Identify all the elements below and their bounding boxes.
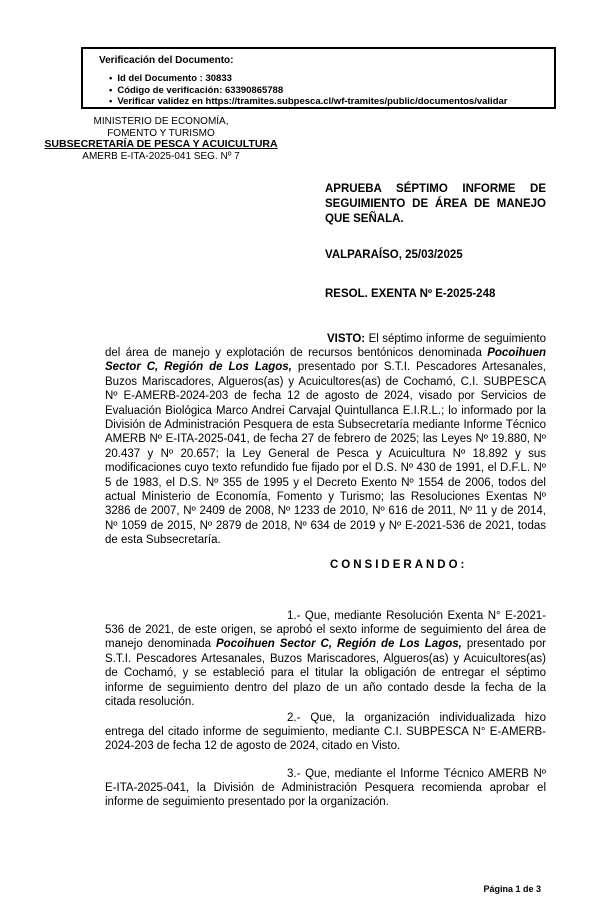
page-number: Página 1 de 3 bbox=[483, 884, 541, 894]
subsecretaria-title: SUBSECRETARÍA DE PESCA Y ACUICULTURA bbox=[44, 138, 278, 150]
amerb-reference: AMERB E-ITA-2025-041 SEG. Nº 7 bbox=[82, 150, 240, 162]
resolution-number: RESOL. EXENTA Nº E-2025-248 bbox=[325, 288, 496, 300]
place-and-date: VALPARAÍSO, 25/03/2025 bbox=[325, 249, 463, 261]
ministry-line1: MINISTERIO DE ECONOMÍA, bbox=[93, 116, 229, 127]
verification-title: Verificación del Documento: bbox=[99, 55, 234, 66]
verification-item-url: • Verificar validez en https://tramites.subpesca.cl/wf-tramites/public/documentos/validar bbox=[109, 96, 548, 108]
verification-list bbox=[109, 73, 548, 108]
resolution-subject: APRUEBA SÉPTIMO INFORME DE SEGUIMIENTO DE ÁREA DE MANEJO QUE SEÑALA. bbox=[325, 183, 546, 225]
ministry-line2: FOMENTO Y TURISMO bbox=[107, 127, 215, 139]
visto-paragraph: VISTO: El séptimo informe de seguimiento del área de manejo y explotación de recursos bentónicos denominada Pocoihuen Sector C, Región de Los Lagos, presentado por S.T.I. Pescadores Artesanales, Buzos Mariscadores, Algueros(as) y Acuicultores(as) de Cochamó, C.I. SUBPESCA Nº E-AMERB-2024-203 de fecha 12 de agosto de 2024, visado por Servicios de Evaluación Biológica Marco Andrei Carvajal Quintullanca E.I.R.L.; lo informado por la División de Administración Pesquera de esta Subsecretaría mediante Informe Técnico AMERB Nº E-ITA-2025-041, de fecha 27 de febrero de 2025; las Leyes Nº 19.880, Nº 20.437 y Nº 20.657; la Ley General de Pesca y Acuicultura Nº 18.892 y sus modificaciones cuyo texto refundido fue fijado por el D.S. Nº 430 de 1991, el D.F.L. Nº 5 de 1983, el D.S. Nº 355 de 1995 y el Decreto Exento Nº 1554 de 2006, todos del actual Ministerio de Economía, Fomento y Turismo; las Resoluciones Exentas Nº 3286 de 2007, Nº 2409 de 2008, Nº 1233 de 2010, Nº 616 de 2011, Nº 11 y de 2014, Nº 1059 de 2015, Nº 2879 de 2018, Nº 634 de 2019 y Nº E-2021-536 de 2021, todas de esta Subsecretaría. bbox=[105, 332, 546, 547]
verification-box bbox=[81, 47, 556, 109]
considerando-item-1: 1.- Que, mediante Resolución Exenta N° E-2021-536 de 2021, de este origen, se aprobó el sexto informe de seguimiento del área de manejo denominada Pocoihuen Sector C, Región de Los Lagos, presentado por S.T.I. Pescadores Artesanales, Buzos Mariscadores, Algueros(as) y Acuicultores(as) de Cochamó, y se estableció para el titular la obligación de entregar el séptimo informe de seguimiento dentro del plazo de un año contado desde la fecha de la citada resolución. bbox=[105, 609, 546, 708]
considerando-item-3: 3.- Que, mediante el Informe Técnico AMERB Nº E-ITA-2025-041, la División de Administración Pesquera recomienda aprobar el informe de seguimiento presentado por la organización. bbox=[105, 767, 546, 809]
verification-item-code: • Código de verificación: 63390865788 bbox=[109, 85, 548, 97]
considerando-heading: CONSIDERANDO: bbox=[330, 559, 468, 571]
ministry-header bbox=[40, 116, 282, 162]
verification-item-document-id: • Id del Documento : 30833 bbox=[109, 73, 548, 85]
considerando-item-2: 2.- Que, la organización individualizada hizo entrega del citado informe de seguimiento, mediante C.I. SUBPESCA N° E-AMERB-2024-203 de fecha 12 de agosto de 2024, citado en Visto. bbox=[105, 711, 546, 753]
